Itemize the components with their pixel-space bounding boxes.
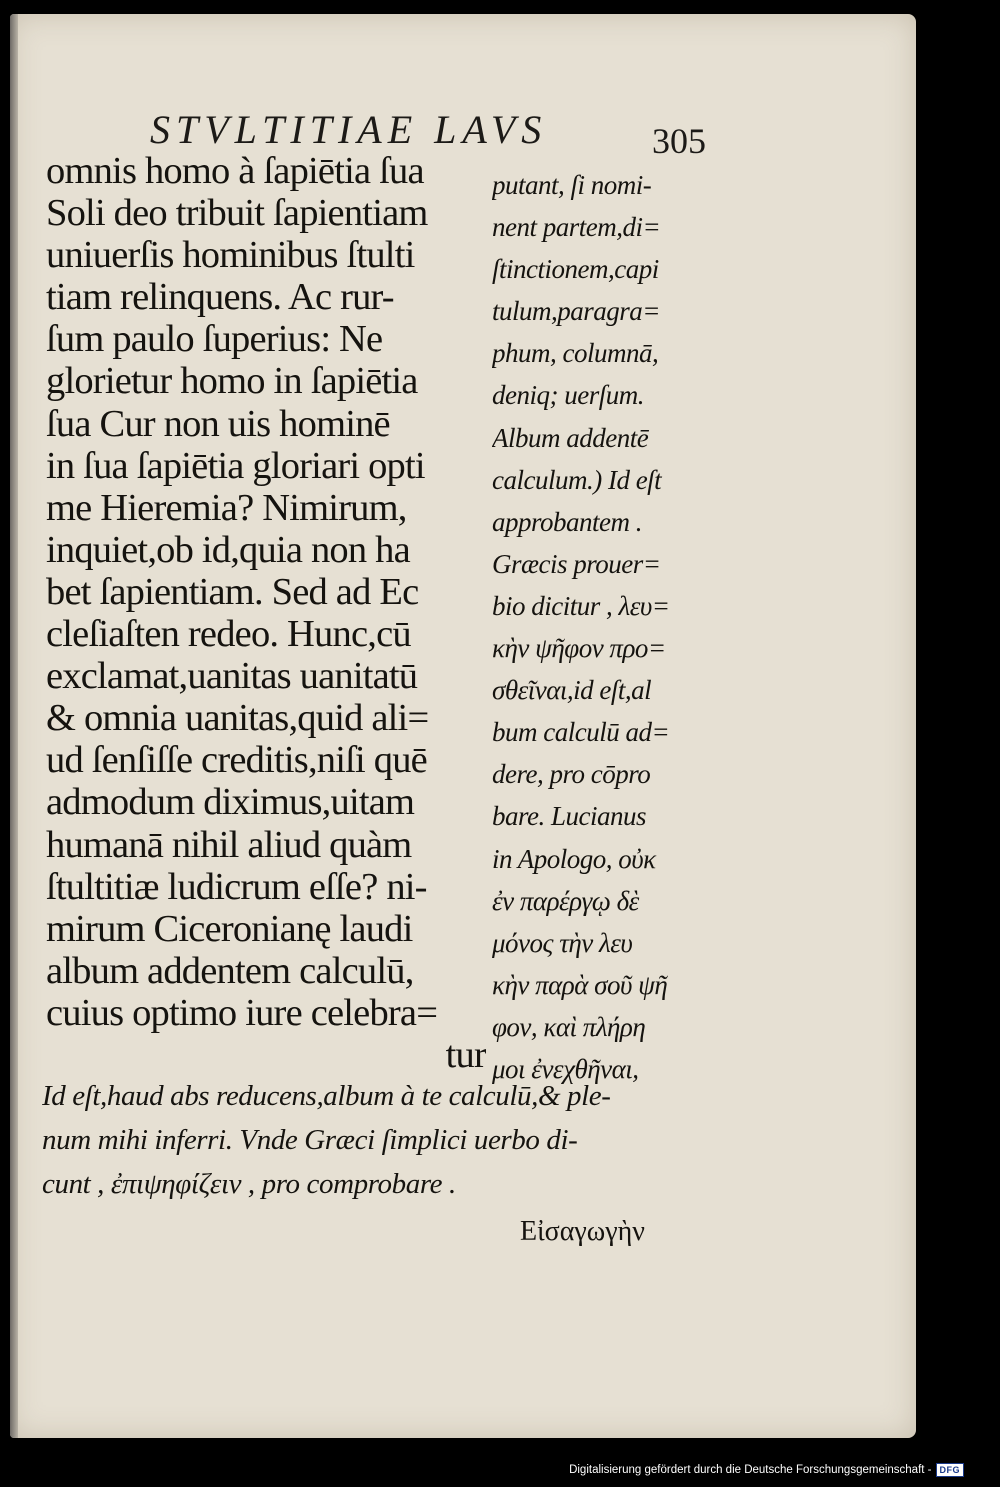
text-line: exclamat,uanitas uanitatū [46, 655, 418, 698]
text-line: ſua Cur non uis hominē [46, 402, 390, 445]
gloss-line: putant, ſi nomi- [492, 170, 652, 200]
text-line: & omnia uanitas,quid ali= [46, 697, 429, 740]
text-line: me Hieremia? Nimirum, [46, 486, 407, 529]
gloss-line: κὴν ψῆφον προ= [492, 633, 666, 664]
gloss-line: nent partem,di= [492, 212, 661, 243]
text-line: Soli deo tribuit ſapientiam [46, 192, 428, 235]
credit-text: Digitalisierung gefördert durch die Deutsche Forschungsgemeinschaft - [569, 1464, 932, 1476]
gloss-line: σθεῖναι,id eſt,al [492, 675, 652, 706]
page-number: 305 [652, 121, 706, 161]
text-line: admodum diximus,uitam [46, 781, 415, 824]
text-line: humanā nihil aliud quàm [46, 823, 412, 866]
text-line: omnis homo à ſapiētia ſua [46, 150, 424, 192]
footnote-line: num mihi inferri. Vnde Græci ſimplici uerbo di- [42, 1124, 578, 1156]
text-line: tur [445, 1033, 486, 1076]
text-line: tiam relinquens. Ac rur- [46, 276, 394, 319]
text-line: in ſua ſapiētia gloriari opti [46, 444, 425, 487]
page-gutter-edge [10, 14, 18, 1438]
text-line: ſum paulo ſuperius: Ne [46, 318, 383, 361]
gloss-line: κὴν παρὰ σοῦ ψῆ [492, 969, 668, 1000]
text-line: inquiet,ob id,quia non ha [46, 528, 410, 571]
gloss-line: ſtinctionem,capi [492, 254, 659, 285]
main-text-column [46, 150, 486, 1076]
catchword: Εἰσαγωγὴν [520, 1216, 645, 1247]
gloss-line: ἐν παρέργῳ δὲ [492, 885, 639, 916]
gloss-line: calculum.) Id eſt [492, 464, 662, 495]
text-line: album addentem calculū, [46, 949, 414, 992]
gloss-line: tulum,paragra= [492, 296, 660, 327]
footnote-block [42, 1074, 702, 1206]
gloss-line: phum, columnā, [492, 338, 659, 369]
footnote-line: Id eſt,haud abs reducens,album à te calculū,& ple- [42, 1080, 611, 1112]
marginal-gloss-column [492, 164, 712, 1090]
gloss-line: μοι ἐνεχθῆναι, [492, 1053, 639, 1084]
gloss-line: φον, καὶ πλήρη [492, 1011, 646, 1042]
gloss-line: bio dicitur , λευ= [492, 590, 670, 621]
gloss-line: dere, pro cōpro [492, 759, 651, 790]
dfg-logo-icon: DFG [936, 1463, 965, 1477]
footnote-line: cunt , ἐπιψηφίζειν , pro comprobare . [42, 1168, 456, 1200]
text-line: bet ſapientiam. Sed ad Ec [46, 570, 419, 613]
gloss-line: bare. Lucianus [492, 801, 646, 832]
gloss-line: in Apologo, οὐκ [492, 843, 656, 874]
text-line: cuius optimo iure celebra= [46, 991, 438, 1034]
text-line: ud ſenſiſſe creditis,niſi quē [46, 739, 427, 782]
text-line: mirum Ciceronianę laudi [46, 907, 413, 950]
gloss-line: μόνος τὴν λευ [492, 927, 633, 958]
gloss-line: Græcis prouer= [492, 548, 661, 579]
gloss-line: Album addentē [492, 422, 649, 453]
text-line: uniuerſis hominibus ſtulti [46, 234, 415, 277]
gloss-line: approbantem . [492, 506, 642, 537]
gloss-line: deniq; uerſum. [492, 380, 644, 411]
gloss-line: bum calculū ad= [492, 717, 670, 748]
running-title: STVLTITIAE LAVS [150, 107, 548, 152]
text-line: glorietur homo in ſapiētia [46, 360, 418, 403]
text-line: ſtultitiæ ludicrum eſſe? ni- [46, 865, 427, 908]
digitization-credit [569, 1463, 964, 1477]
text-line: cleſiaſten redeo. Hunc,cū [46, 613, 411, 656]
